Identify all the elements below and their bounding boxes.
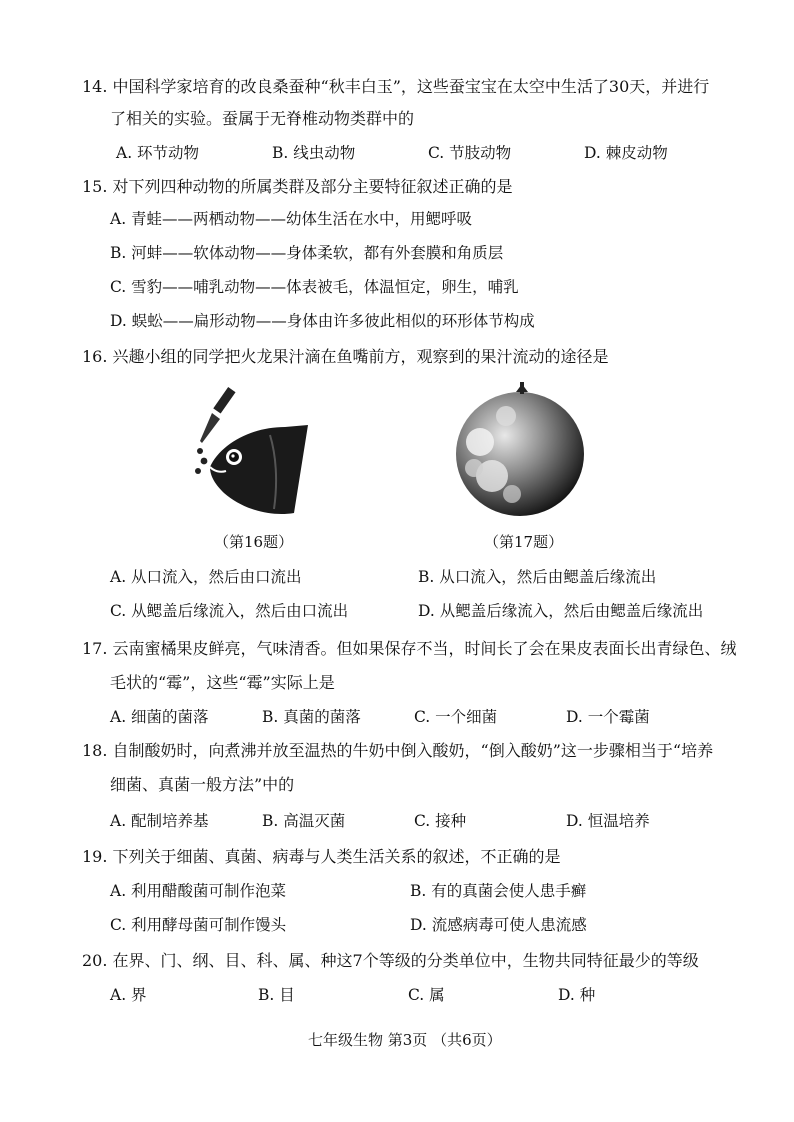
fig17-caption: （第17题） [484,533,564,551]
q19-option-a: A. 利用醋酸菌可制作泡菜 [110,882,287,900]
q18-stem-line2: 细菌、真菌一般方法”中的 [110,775,295,794]
fish-head-icon [210,425,308,514]
q16-option-d: D. 从鳃盖后缘流入，然后由鳃盖后缘流出 [418,602,704,620]
fish-dropper-figure [190,385,330,520]
q17-option-c: C. 一个细菌 [414,708,498,726]
orange-fruit-icon [456,382,584,516]
q18-stem-line1: 18. 自制酸奶时，向煮沸并放至温热的牛奶中倒入酸奶，“倒入酸奶”这一步骤相当于“培养 [82,741,714,760]
q19-stem: 19. 下列关于细菌、真菌、病毒与人类生活关系的叙述，不正确的是 [82,847,561,866]
q15-option-c: C. 雪豹——哺乳动物——体表被毛，体温恒定，卵生，哺乳 [110,278,519,296]
q17-option-b: B. 真菌的菌落 [262,708,361,726]
q14-option-c: C. 节肢动物 [428,144,512,162]
q19-option-d: D. 流感病毒可使人患流感 [410,916,587,934]
q14-option-a: A. 环节动物 [116,144,200,162]
q17-option-d: D. 一个霉菌 [566,708,650,726]
q15-stem: 15. 对下列四种动物的所属类群及部分主要特征叙述正确的是 [82,177,513,196]
q17-option-a: A. 细菌的菌落 [110,708,209,726]
q17-stem-line1: 17. 云南蜜橘果皮鲜亮，气味清香。但如果保存不当，时间长了会在果皮表面长出青绿色、绒 [82,639,737,658]
fig16-caption: （第16题） [214,533,294,551]
q15-option-a: A. 青蛙——两栖动物——幼体生活在水中，用鳃呼吸 [110,210,473,228]
q14-stem-line1: 14. 中国科学家培育的改良桑蚕种“秋丰白玉”，这些蚕宝宝在太空中生活了30天，并进行 [82,77,710,96]
q16-option-a: A. 从口流入，然后由口流出 [110,568,302,586]
q14-option-b: B. 线虫动物 [272,144,356,162]
moldy-orange-figure [450,372,590,522]
q18-option-b: B. 高温灭菌 [262,812,346,830]
q18-option-d: D. 恒温培养 [566,812,650,830]
q18-option-c: C. 接种 [414,812,467,830]
q20-option-d: D. 种 [558,986,596,1004]
q20-option-c: C. 属 [408,986,445,1004]
q14-stem-line2: 了相关的实验。蚕属于无脊椎动物类群中的 [110,109,415,128]
q19-option-c: C. 利用酵母菌可制作馒头 [110,916,287,934]
q15-option-b: B. 河蚌——软体动物——身体柔软，都有外套膜和角质层 [110,244,504,262]
page-footer: 七年级生物 第3页 （共6页） [308,1031,502,1049]
q20-stem: 20. 在界、门、纲、目、科、属、种这7个等级的分类单位中，生物共同特征最少的等级 [82,951,699,970]
q14-option-d: D. 棘皮动物 [584,144,668,162]
q16-option-c: C. 从鳃盖后缘流入，然后由口流出 [110,602,349,620]
q20-option-a: A. 界 [110,986,147,1004]
q18-option-a: A. 配制培养基 [110,812,209,830]
q19-option-b: B. 有的真菌会使人患手癣 [410,882,587,900]
q16-stem: 16. 兴趣小组的同学把火龙果汁滴在鱼嘴前方，观察到的果汁流动的途径是 [82,347,609,366]
q15-option-d: D. 蜈蚣——扁形动物——身体由许多彼此相似的环形体节构成 [110,312,535,330]
q20-option-b: B. 目 [258,986,295,1004]
q17-stem-line2: 毛状的“霉”，这些“霉”实际上是 [110,673,335,692]
q16-option-b: B. 从口流入，然后由鳃盖后缘流出 [418,568,657,586]
